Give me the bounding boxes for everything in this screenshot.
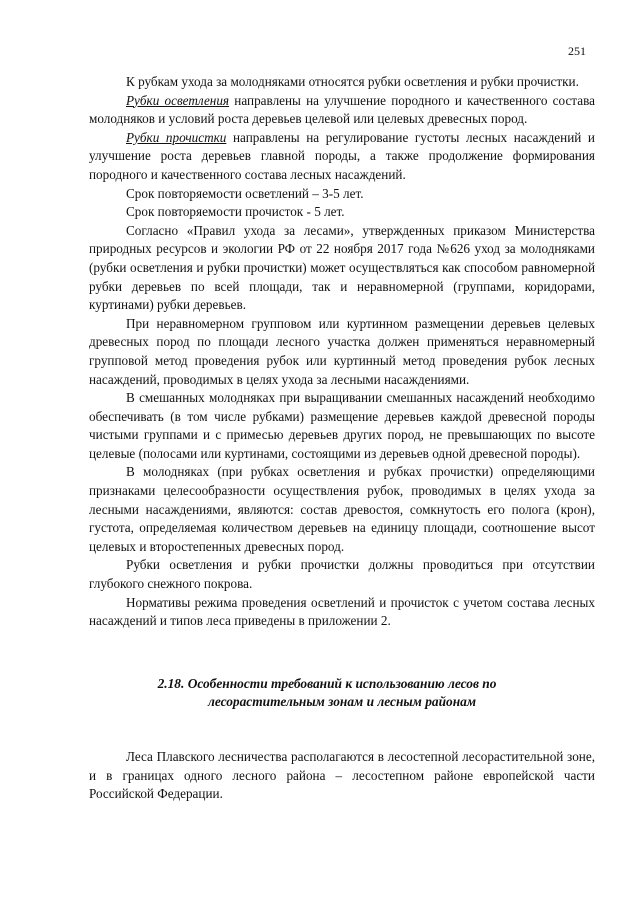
term-osvetleniya: Рубки осветления — [126, 92, 230, 108]
paragraph-snezhny-pokrov: Рубки осветления и рубки прочистки должны проводиться при отсутствии глубокого снежного покрова. — [89, 557, 595, 592]
section-heading-line1: 2.18. Особенности требований к использованию лесов по — [157, 675, 497, 691]
paragraph-neravnomernoe: При неравномерном групповом или куртинном размещении деревьев целевых древесных пород по площади лесного участка должен применяться неравномерный групповой метод проведения рубок или куртинный метод проведения рубок лесных насаждений, проводимых в целях ухода за лесными насаждениями. — [89, 315, 595, 387]
term-prochistki: Рубки прочистки — [126, 129, 227, 145]
paragraph-pravila: Согласно «Правил ухода за лесами», утвержденных приказом Министерства природных ресурсов и экологии РФ от 22 ноября 2017 года №626 уход за молодняками (рубки осветления и рубки прочистки) может осуществляться как способом равномерной рубки деревьев по всей площади, так и неравномерной (группами, коридорами, куртинами) рубки деревьев. — [89, 222, 595, 313]
paragraph-period-osvetleniy: Срок повторяемости осветлений – 3-5 лет. — [126, 185, 364, 201]
body-text — [89, 73, 595, 804]
paragraph-prochistki-text: направлены на регулирование густоты лесных насаждений и улучшение роста деревьев главной породы, а также продолжение формирования породного и качественного состава лесных насаждений. — [89, 129, 595, 182]
paragraph-osvetleniya-text: направлены на улучшение породного и качественного состава молодняков и условий роста деревьев целевой или целевых древесных пород. — [89, 92, 595, 127]
paragraph-smeshannye: В смешанных молодняках при выращивании смешанных насаждений необходимо обеспечивать (в том числе рубками) размещение деревьев каждой древесной породы чистыми группами и с примесью деревьев других пород, не превышающих по высоте целевые (полосами или куртинами, состоящими из деревьев одной древесной породы). — [89, 390, 595, 461]
paragraph-prochistki — [89, 129, 595, 185]
paragraph-priznaki: В молодняках (при рубках осветления и рубках прочистки) определяющими признаками целесообразности осуществления рубок, проводимых в целях ухода за лесными насаждениями, являются: состав древостоя, сомкнутость его полога (крон), густота, определяемая количеством деревьев на единицу площади, соотношение высот целевых и второстепенных древесных пород. — [89, 464, 595, 554]
paragraph-intro: К рубкам ухода за молодняками относятся рубки осветления и рубки прочистки. — [126, 74, 579, 89]
paragraph-normativy: Нормативы режима проведения осветлений и прочисток с учетом состава лесных насаждений и типов леса приведены в приложении 2. — [89, 594, 595, 629]
page-number: 251 — [568, 44, 586, 58]
section-heading — [89, 675, 595, 712]
paragraph-plavskoe: Леса Плавского лесничества располагаются в лесостепной лесорастительной зоне, и в границах одного лесного района – лесостепном районе европейской части Российской Федерации. — [89, 749, 595, 802]
paragraph-osvetleniya — [89, 92, 595, 129]
paragraph-period-prochistok: Срок повторяемости прочисток - 5 лет. — [126, 204, 345, 220]
section-heading-line2: лесорастительным зонам и лесным районам — [207, 694, 477, 710]
